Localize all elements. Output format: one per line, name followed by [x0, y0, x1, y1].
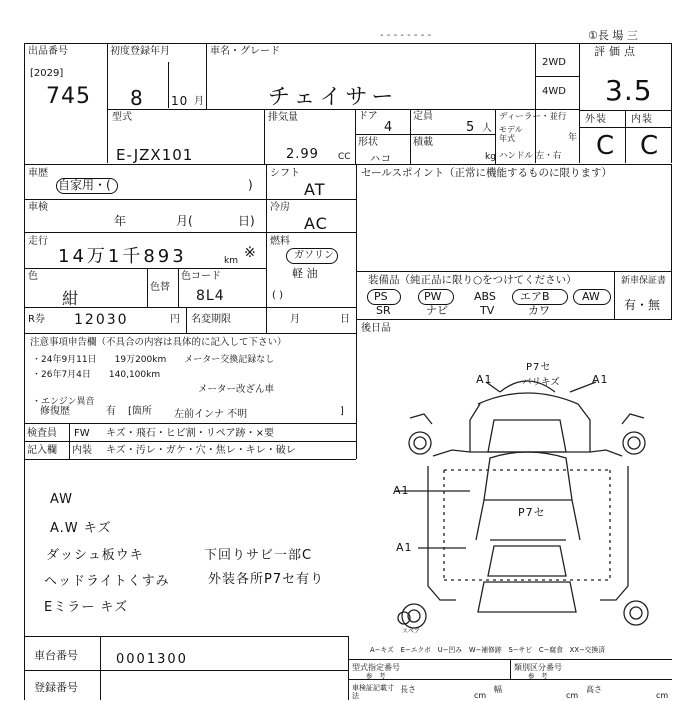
- chassis-label: 車台番号: [34, 649, 78, 662]
- capacity-value: 5: [466, 120, 476, 135]
- size-label: 車検証記載寸法: [352, 684, 394, 700]
- diagram-a1-left: A1: [476, 373, 493, 386]
- mileage-label: 走行: [28, 236, 48, 247]
- type-cert-ref: 参 考: [366, 672, 386, 680]
- grade-label: 評価点: [594, 45, 639, 58]
- history-value: 自家用・(: [58, 178, 111, 192]
- shape-label: 形状: [358, 137, 378, 148]
- first-reg-year: 8: [130, 86, 144, 110]
- door-value: 4: [384, 120, 394, 135]
- top-strip-text: - - - - - - - -: [380, 30, 432, 41]
- fuel-diesel: 軽 油: [292, 267, 318, 280]
- class-ref: 参 考: [528, 672, 548, 680]
- equipment-label: 装備品（純正品に限り○をつけてください）: [368, 274, 577, 286]
- equip-leather: カワ: [528, 304, 550, 317]
- diagram-a1-right: A1: [592, 373, 609, 386]
- model-year-label: モデル年式: [499, 125, 523, 143]
- history-label: 車歴: [28, 168, 48, 179]
- name-expiry-day: 日: [340, 314, 350, 325]
- inspection-year: 年: [114, 214, 127, 228]
- lot-number-label: 出品番号: [28, 46, 68, 57]
- spare-label: スペア: [402, 628, 421, 635]
- repair-label: 修復歴: [40, 406, 70, 417]
- shape-value: ハコ: [370, 154, 392, 165]
- lot-year: [2029]: [30, 68, 64, 79]
- sales-point-label: セールスポイント（正常に機能するものに限ります）: [361, 167, 613, 179]
- width-label: 幅: [494, 685, 502, 694]
- displacement-value: 2.99: [286, 147, 319, 162]
- load-unit: kg: [485, 152, 496, 162]
- diagram-center-mark: P7セ: [518, 506, 546, 519]
- lot-number: 745: [46, 84, 91, 109]
- equip-navi: ナビ: [426, 304, 448, 317]
- handle-label: ハンドル 左・右: [499, 151, 562, 161]
- repair-place-label: [箇所: [128, 406, 152, 417]
- repair-place-value: 左前インナ 不明: [174, 409, 248, 420]
- shift-label: シフト: [270, 168, 300, 179]
- diagram-top-mark: P7セ: [526, 362, 552, 373]
- grade-value: 3.5: [605, 74, 653, 107]
- diagram-a1-side-1: A1: [393, 484, 410, 497]
- model-value: E-JZX101: [116, 146, 194, 164]
- mileage-value: 14万1千893: [58, 246, 187, 267]
- length-label: 長さ: [400, 685, 416, 694]
- color-label: 色: [28, 271, 38, 282]
- equip-tv: TV: [480, 304, 495, 317]
- load-label: 積載: [413, 137, 433, 148]
- equip-sr: SR: [376, 304, 391, 317]
- warranty-label: 新車保証書: [621, 276, 667, 286]
- first-reg-month: 10: [171, 94, 189, 108]
- equip-ps: PS: [374, 290, 388, 303]
- comment-2: 外装各所P7セ有り: [208, 572, 325, 587]
- first-reg-label: 初度登録年月: [110, 46, 170, 57]
- comment-1: 下回りサビ一部C: [204, 548, 313, 563]
- warranty-value: 有・無: [624, 298, 661, 312]
- damage-legend: A−キズ E−エクボ U−凹み W−補修跡 S−サビ C−腐食 XX−交換済: [370, 646, 606, 654]
- fw-items: キズ・飛石・ヒビ割・リペア跡・×要: [106, 428, 274, 439]
- notes-line-4: ・エンジン異音: [32, 397, 95, 407]
- shift-value: AT: [304, 180, 326, 199]
- interior-check-label: 内装: [72, 445, 92, 456]
- repair-value: 有: [106, 406, 116, 417]
- width-unit: cm: [566, 691, 579, 700]
- history-close: ): [248, 178, 253, 192]
- inspection-label: 車検: [28, 202, 48, 213]
- name-expiry-month: 月: [290, 314, 300, 325]
- drive-2wd: 2WD: [542, 57, 566, 68]
- color-code-value: 8L4: [196, 288, 225, 304]
- dealer-label: ディーラー・並行: [499, 112, 567, 122]
- first-reg-month-unit: 月: [194, 96, 204, 107]
- diagram-bumper-mark: バリキズ: [522, 377, 560, 388]
- aircon-value: AC: [304, 214, 328, 233]
- recycle-unit: 円: [170, 314, 180, 325]
- remark-4: ヘッドライトくすみ: [44, 574, 170, 589]
- equip-pw: PW: [424, 290, 442, 303]
- capacity-label: 定員: [413, 111, 433, 122]
- car-name: チェイサー: [268, 85, 398, 110]
- equip-aw: AW: [582, 290, 600, 303]
- interior-grade: C: [640, 131, 660, 161]
- exterior-grade: C: [596, 131, 616, 161]
- car-name-label: 車名・グレード: [210, 46, 280, 57]
- displacement-label: 排気量: [268, 112, 298, 123]
- class-label: 類別区分番号: [514, 663, 562, 672]
- fw-label: FW: [74, 428, 90, 439]
- remark-1: AW: [50, 492, 74, 507]
- notes-line-3: メーター改ざん車: [198, 384, 275, 395]
- door-label: ドア: [358, 111, 378, 122]
- equip-abs: ABS: [474, 290, 496, 303]
- aircon-label: 冷房: [270, 202, 290, 213]
- model-year-unit: 年: [568, 133, 578, 143]
- fuel-label: 燃料: [270, 236, 290, 247]
- inspection-day: 日): [238, 214, 255, 228]
- inspection-month: 月(: [176, 214, 193, 228]
- interior-items: キズ・汚レ・ガケ・穴・焦レ・キレ・破レ: [106, 445, 296, 456]
- repair-close: ]: [340, 406, 344, 417]
- diagram-a1-side-2: A1: [396, 541, 413, 554]
- remark-3: ダッシュ板ウキ: [46, 548, 144, 563]
- recycle-label: R券: [28, 314, 45, 325]
- capacity-unit: 人: [482, 123, 492, 134]
- remark-2: A.W キズ: [50, 521, 112, 536]
- displacement-unit: CC: [338, 152, 351, 162]
- length-unit: cm: [474, 691, 487, 700]
- mileage-mark: ※: [244, 245, 256, 261]
- equip-airbag: エアB: [520, 290, 550, 303]
- site-stamp: ①長 場 三: [588, 29, 638, 42]
- drive-4wd: 4WD: [542, 86, 566, 97]
- remark-5: Eミラー キズ: [44, 600, 129, 615]
- recycle-value: 12030: [74, 312, 129, 328]
- fuel-paren: ( ): [272, 290, 283, 301]
- inspector-label: 検査員: [27, 428, 57, 439]
- reg-number-label: 登録番号: [34, 681, 78, 694]
- rear-seat-label: 後日品: [361, 323, 391, 334]
- interior-label: 内装: [631, 114, 653, 125]
- mileage-unit: km: [224, 256, 238, 266]
- color-value: 紺: [62, 289, 80, 308]
- color-code-label: 色コード: [181, 271, 221, 282]
- exterior-label: 外装: [585, 114, 607, 125]
- name-expiry-label: 名変期限: [191, 314, 231, 325]
- recorder-label: 記入欄: [27, 445, 57, 456]
- height-unit: cm: [656, 691, 669, 700]
- chassis-value: 0001300: [116, 652, 188, 667]
- notes-line-1: ・24年9月11日 19万200km メーター交換記録なし: [32, 355, 275, 365]
- notes-line-2: ・26年7月4日 140,100km: [32, 370, 161, 380]
- height-label: 高さ: [586, 685, 602, 694]
- fuel-gasoline: ガソリン: [294, 250, 334, 261]
- model-label: 型式: [112, 112, 132, 123]
- recolor-label: 色替: [150, 282, 170, 293]
- type-cert-label: 型式指定番号: [352, 663, 400, 672]
- notes-label: 注意事項申告欄（不具合の内容は具体的に記入して下さい）: [30, 337, 287, 348]
